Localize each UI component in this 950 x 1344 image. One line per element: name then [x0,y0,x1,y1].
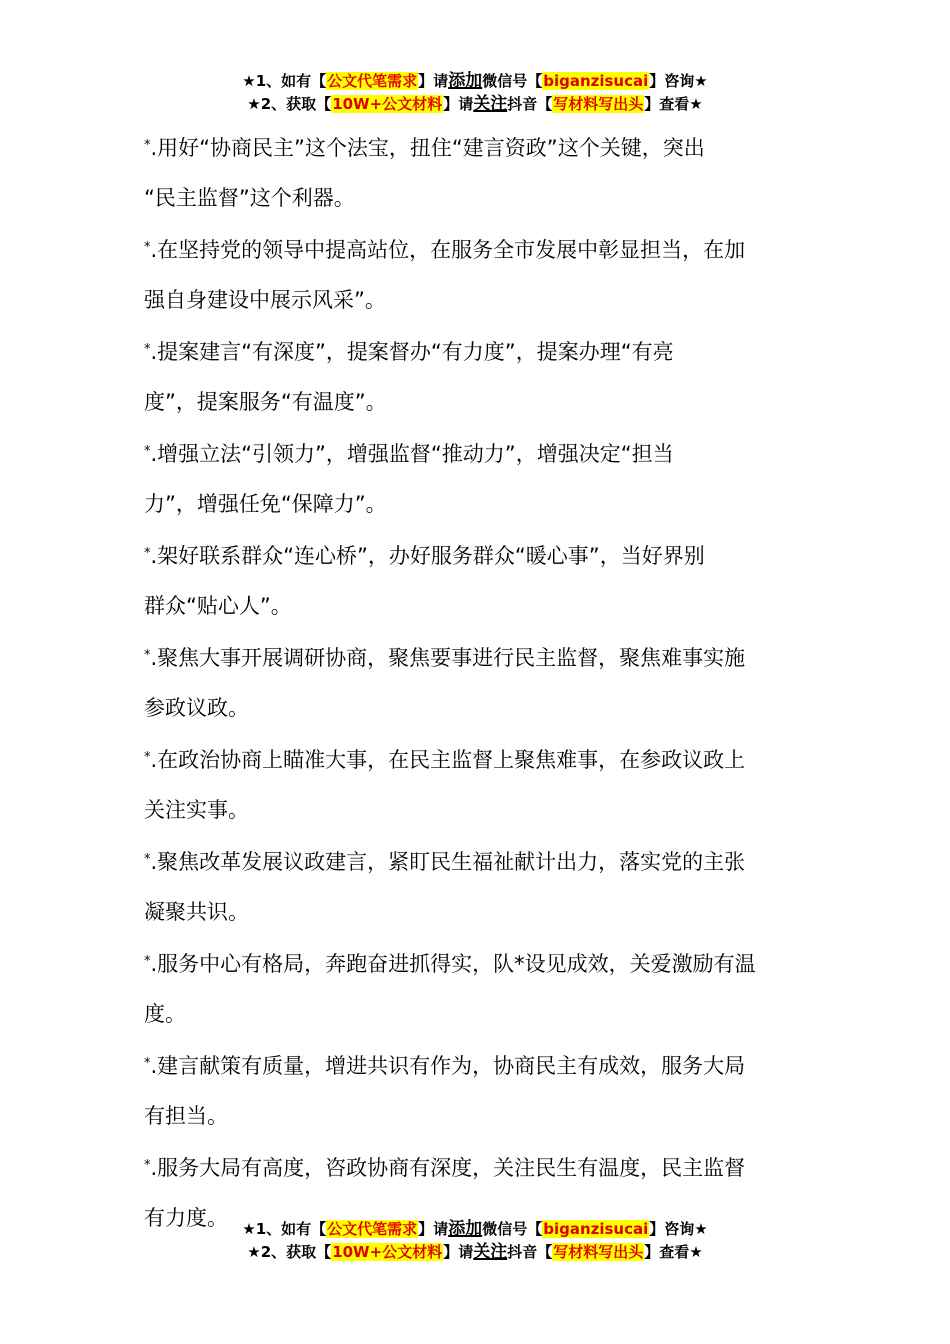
banner-text: 微信号【 [482,72,543,90]
banner-text: 】请 [443,95,474,113]
banner-text: 】咨询 [649,72,695,90]
highlight-text: 10W+公文材料 [332,95,443,113]
paragraph [144,529,810,631]
banner-text: 2、获取【 [260,1243,332,1261]
banner-text: 】请 [418,1220,449,1238]
banner-text: 】查看 [644,1243,690,1261]
paragraph [144,835,810,937]
paragraph [144,733,810,835]
star-icon: ★ [247,95,261,113]
asterisk-bullet: * [144,138,151,153]
star-icon: ★ [689,1243,703,1261]
wechat-id: biganzisucai [543,72,649,90]
paragraph-line: .服务大局有高度，咨政协商有深度，关注民生有温度，民主监督 [150,1156,746,1180]
highlight-text: 公文代笔需求 [327,1220,418,1238]
document-body [144,121,810,1243]
footer-banner [0,1218,950,1264]
paragraph [144,1039,810,1141]
banner-text: 2、获取【 [260,95,332,113]
paragraph-line: 群众“贴心人”。 [144,594,292,618]
banner-line-1 [0,1218,950,1241]
star-icon: ★ [694,1220,708,1238]
paragraph [144,427,810,529]
asterisk-bullet: * [144,342,151,357]
paragraph-line: 度。 [144,1002,186,1026]
paragraph [144,937,810,1039]
paragraph-line: .架好联系群众“连心桥”，办好服务群众“暖心事”，当好界别 [150,544,705,568]
banner-text: 】咨询 [649,1220,695,1238]
paragraph [144,631,810,733]
paragraph-line: .增强立法“引领力”，增强监督“推动力”，增强决定“担当 [150,442,674,466]
paragraph-line: 凝聚共识。 [144,900,249,924]
highlight-text: 10W+公文材料 [332,1243,443,1261]
paragraph [144,223,810,325]
asterisk-bullet: * [144,954,151,969]
banner-line-2 [0,1241,950,1264]
banner-text: 抖音【 [507,95,553,113]
asterisk-bullet: * [144,444,151,459]
banner-text: 1、如有【 [255,72,327,90]
star-icon: ★ [689,95,703,113]
paragraph-line: 有担当。 [144,1104,228,1128]
header-banner [0,70,950,116]
paragraph-line: .在政治协商上瞄准大事，在民主监督上聚焦难事，在参政议政上 [150,748,746,772]
underlined-text: 关注 [473,1242,508,1262]
wechat-id: biganzisucai [543,1220,649,1238]
banner-text: 】请 [418,72,449,90]
paragraph-line: 参政议政。 [144,696,249,720]
paragraph-line: .用好“协商民主”这个法宝，扭住“建言资政”这个关键，突出 [150,136,705,160]
star-icon: ★ [247,1243,261,1261]
asterisk-bullet: * [144,852,151,867]
asterisk-bullet: * [144,750,151,765]
banner-text: 抖音【 [507,1243,553,1261]
paragraph-line: 力”，增强任免“保障力”。 [144,492,387,516]
paragraph-line: “民主监督”这个利器。 [144,186,355,210]
asterisk-bullet: * [144,240,151,255]
underlined-text: 关注 [473,94,508,114]
banner-line-1 [0,70,950,93]
asterisk-bullet: * [144,648,151,663]
asterisk-bullet: * [144,1056,151,1071]
banner-text: 1、如有【 [255,1220,327,1238]
underlined-text: 添加 [448,71,483,91]
paragraph [144,121,810,223]
underlined-text: 添加 [448,1219,483,1239]
paragraph-line: .在坚持党的领导中提高站位，在服务全市发展中彰显担当，在加 [150,238,746,262]
paragraph-line: 强自身建设中展示风采”。 [144,288,386,312]
paragraph-line: 有力度。 [144,1206,228,1230]
paragraph-line: .聚焦大事开展调研协商，聚焦要事进行民主监督，聚焦难事实施 [150,646,746,670]
banner-text: 】查看 [644,95,690,113]
star-icon: ★ [242,72,256,90]
star-icon: ★ [694,72,708,90]
banner-line-2 [0,93,950,116]
paragraph-line: .服务中心有格局，奔跑奋进抓得实，队*设见成效，关爱激励有温 [150,952,756,976]
star-icon: ★ [242,1220,256,1238]
paragraph-line: 关注实事。 [144,798,249,822]
asterisk-bullet: * [144,1158,151,1173]
paragraph-line: .建言献策有质量，增进共识有作为，协商民主有成效，服务大局 [150,1054,746,1078]
paragraph [144,325,810,427]
paragraph-line: 度”，提案服务“有温度”。 [144,390,387,414]
douyin-account: 写材料写出头 [553,95,644,113]
highlight-text: 公文代笔需求 [327,72,418,90]
asterisk-bullet: * [144,546,151,561]
paragraph-line: .提案建言“有深度”，提案督办“有力度”，提案办理“有亮 [150,340,674,364]
banner-text: 微信号【 [482,1220,543,1238]
paragraph-line: .聚焦改革发展议政建言，紧盯民生福祉献计出力，落实党的主张 [150,850,746,874]
banner-text: 】请 [443,1243,474,1261]
douyin-account: 写材料写出头 [553,1243,644,1261]
